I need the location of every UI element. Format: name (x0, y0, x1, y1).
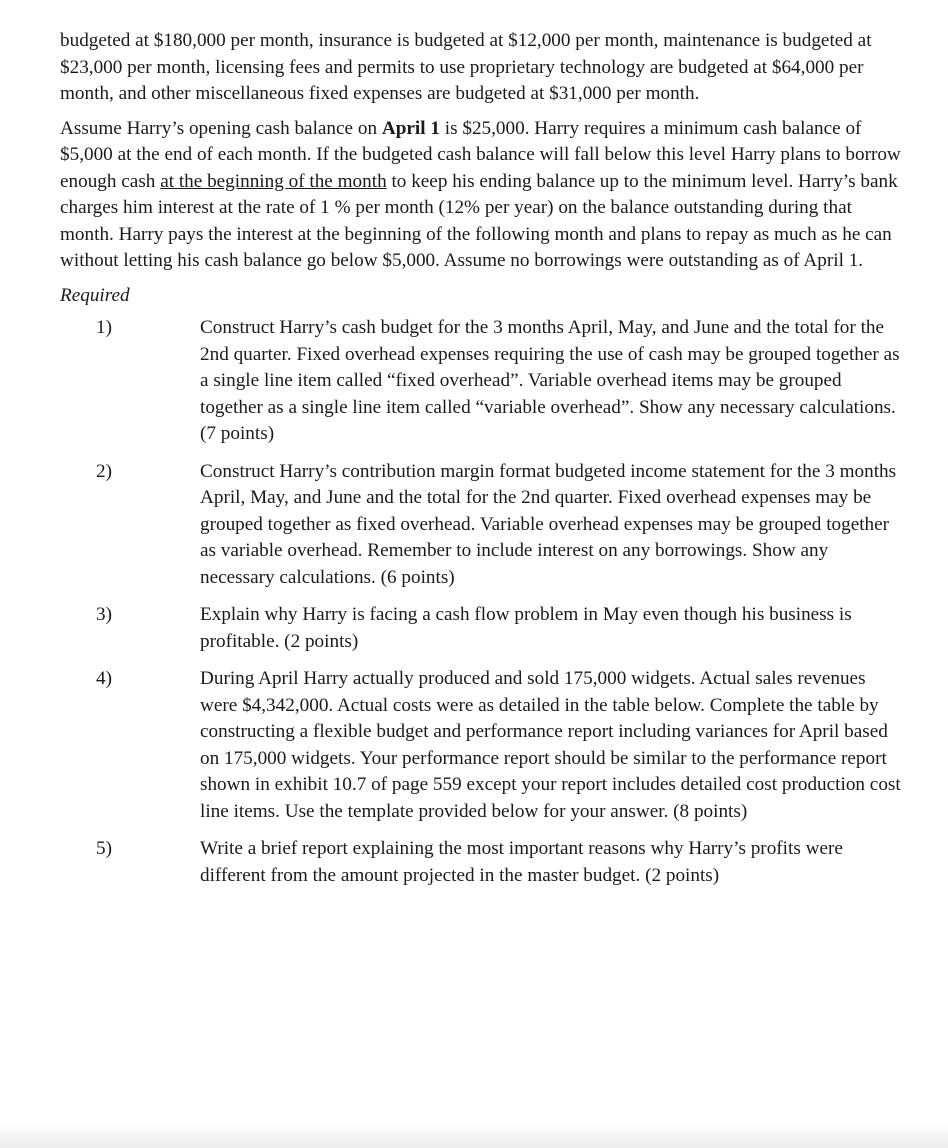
document-page (60, 28, 902, 900)
requirement-item-3 (60, 602, 902, 655)
requirement-number: 4) (96, 668, 112, 689)
assumption-underlined-text: at the beginning of the month (160, 170, 387, 192)
requirement-text: Construct Harry’s contribution margin format budgeted income statement for the 3 months April, May, and June and the total for the 2nd quarter. Fixed overhead expenses may be grouped together as fixed overhead. Variable overhead expenses may be grouped together as variable overhead. Remember to include interest on any borrowings. Show any necessary calculations. (6 points) (200, 460, 897, 588)
intro-paragraph: budgeted at $180,000 per month, insurance is budgeted at $12,000 per month, maintenance is budgeted at $23,000 per month, licensing fees and permits to use proprietary technology are budgeted at $64,000 per month, and other miscellaneous fixed expenses are budgeted at $31,000 per month. (60, 30, 872, 104)
requirement-item-2 (60, 459, 902, 592)
requirement-number: 2) (96, 460, 112, 482)
assumption-text-2: is $25,000. Harry requires a minimum cash balance of $5,000 at the end of each month. If the budgeted cash balance will fall below this level Harry plans to borrow enough cash (60, 117, 901, 192)
requirement-item-5 (60, 836, 902, 889)
required-heading: Required (60, 284, 130, 306)
requirement-text: Write a brief report explaining the most important reasons why Harry’s profits were different from the amount projected in the master budget. (2 points) (200, 838, 843, 886)
requirement-number: 3) (96, 604, 112, 625)
assumption-bold-date: April 1 (381, 117, 440, 139)
requirement-item-4 (60, 666, 902, 825)
assumption-text-3: to keep his ending balance up to the minimum level. Harry’s bank charges him interest at the rate of 1 % per month (12% per year) on the balance outstanding during that month. Harry pays the interest at the beginning of the following month and plans to repay as much as he can without letting his cash balance go below $5,000. Assume no borrowings were outstanding as of April 1. (60, 170, 898, 271)
requirement-text: Construct Harry’s cash budget for the 3 months April, May, and June and the total for the 2nd quarter. Fixed overhead expenses requiring the use of cash may be grouped together as a single line item called “fixed overhead”. Variable overhead items may be grouped together as a single line item called “variable overhead”. Show any necessary calculations. (7 points) (200, 317, 900, 444)
requirement-number: 5) (96, 838, 112, 859)
requirement-text: During April Harry actually produced and sold 175,000 widgets. Actual sales revenues were $4,342,000. Actual costs were as detailed in the table below. Complete the table by constructing a flexible budget and performance report including variances for April based on 175,000 widgets. Your performance report should be similar to the performance report shown in exhibit 10.7 of page 559 except your report includes detailed cost production cost line items. Use the template provided below for your answer. (8 points) (200, 668, 901, 822)
requirement-number: 1) (96, 317, 112, 338)
requirement-text: Explain why Harry is facing a cash flow problem in May even though his business is profitable. (2 points) (200, 604, 852, 652)
requirement-item-1 (60, 315, 902, 448)
assumption-text-1: Assume Harry’s opening cash balance on (60, 117, 382, 139)
assumption-paragraph (60, 116, 902, 275)
page-bottom-edge (0, 1122, 948, 1148)
